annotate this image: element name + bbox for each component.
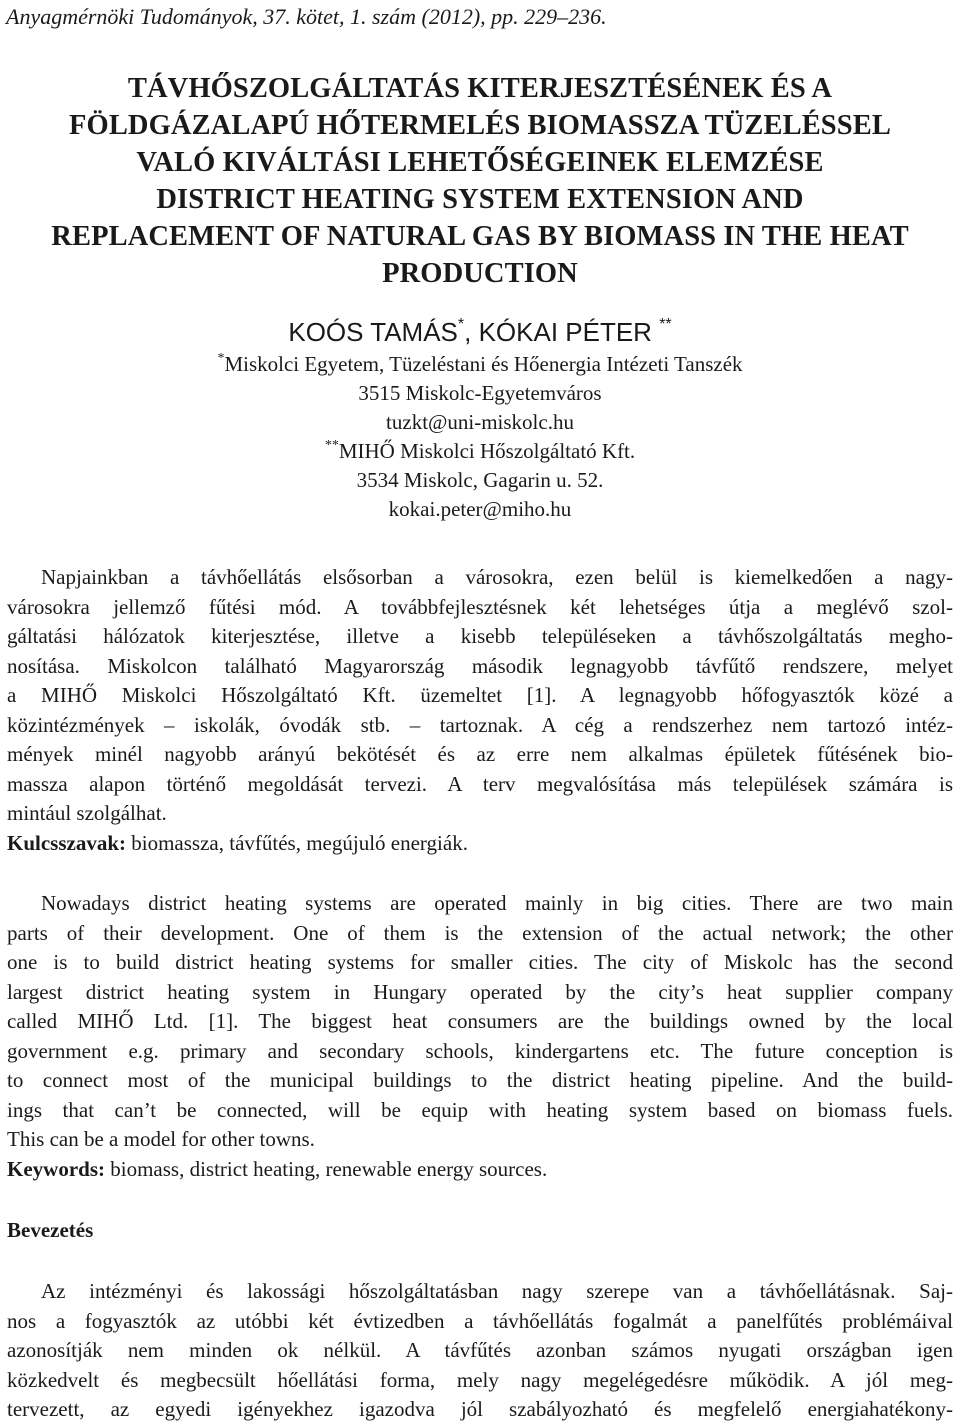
text-line: ings that can’t be connected, will be equip with heating system based on biomass fuels. <box>7 1097 953 1122</box>
affiliation-address: 3534 Miskolc, Gagarin u. 52. <box>356 468 604 492</box>
author-separator: , <box>464 317 479 347</box>
text-line: városokra jellemző fűtési mód. A továbbfejlesztésnek két lehetséges útja a meglévő szol- <box>7 594 953 619</box>
author-name: KOÓS TAMÁS <box>288 317 458 347</box>
text-line: gáltatási hálózatok kiterjesztése, illetve a kisebb településeken a távhőszolgáltatás meghо- <box>7 624 953 648</box>
text-line: Az intézményi és lakossági hőszolgáltatásban nagy szerepe van a távhőellátásnak. Saj- <box>41 1279 953 1303</box>
affiliation-email: tuzkt@uni-miskolc.hu <box>386 410 574 434</box>
text-line: to connect most of the municipal buildings to the district heating pipeline. And the build- <box>7 1068 953 1092</box>
text-line: közintézmények – iskolák, óvodák stb. – tartoznak. A cég a rendszerhez nem tartozó intéz- <box>7 712 953 737</box>
abstract-english <box>7 889 953 1184</box>
authors-line <box>0 314 960 350</box>
institute-name: Miskolci Egyetem, Tüzeléstani és Hőenergia Intézeti Tanszék <box>224 352 743 376</box>
intro-paragraph <box>7 1277 953 1425</box>
text-line: közkedvelt és megbecsült hőellátási forma, mely nagy megelégedésre működik. A jól meg- <box>7 1367 953 1392</box>
keywords-text: biomassza, távfűtés, megújuló energiák. <box>126 830 468 855</box>
affiliation-mark: ** <box>324 438 339 453</box>
affiliation-email: kokai.peter@miho.hu <box>388 497 572 521</box>
title-line: FÖLDGÁZALAPÚ HŐTERMELÉS BIOMASSZA TÜZELÉSSEL <box>69 110 891 141</box>
text-line: azonosítják nem minden ok nélkül. A távfűtés azonban számos nyugati országban igen <box>7 1338 953 1362</box>
text-line: parts of their development. One of them is the extension of the actual network; the other <box>7 920 953 945</box>
keywords-label: Keywords: <box>7 1156 105 1181</box>
keywords-label: Kulcsszavak: <box>7 830 127 855</box>
text-line: nos a fogyasztók az utóbbi két évtizedben a távhőellátás fogalmát a panelfűtés problémáival <box>7 1308 953 1333</box>
title-line: TÁVHŐSZOLGÁLTATÁS KITERJESZTÉSÉNEK ÉS A <box>127 73 833 104</box>
text-line: Napjainkban a távhőellátás elsősorban a városokra, ezen belül is kiemelkedően a nagy- <box>41 565 953 589</box>
author-mark: ** <box>659 316 672 333</box>
keywords-line <box>7 829 953 859</box>
title-line: PRODUCTION <box>382 258 578 289</box>
text-line: mények minél nagyobb arányú bekötését és az erre nem alkalmas épületek fűtésének bio- <box>7 742 953 766</box>
authors-affiliations <box>0 314 960 524</box>
paper-title <box>0 70 960 292</box>
text-line: called MIHŐ Ltd. [1]. The biggest heat consumers are the buildings owned by the local <box>7 1009 953 1033</box>
affiliation-institute <box>0 350 960 379</box>
title-line: REPLACEMENT OF NATURAL GAS BY BIOMASS IN THE HEAT <box>51 221 909 252</box>
text-line: Nowadays district heating systems are operated mainly in big cities. There are two main <box>41 891 953 915</box>
institute-name: MIHŐ Miskolci Hőszolgáltató Kft. <box>338 439 636 463</box>
text-line: one is to build district heating systems for smaller cities. The city of Miskolc has the second <box>7 950 953 974</box>
text-line: tervezett, az egyedi igényekhez igazodva jól szabályozható és megfelelő energiahatékony- <box>7 1397 953 1421</box>
keywords-line <box>7 1155 953 1185</box>
journal-header: Anyagmérnöki Tudományok, 37. kötet, 1. szám (2012), pp. 229–236. <box>6 4 607 29</box>
affiliation-address: 3515 Miskolc-Egyetemváros <box>358 381 602 405</box>
author-mark: * <box>457 316 465 333</box>
affiliation-institute <box>0 437 960 466</box>
text-line: massza alapon történő megoldását tervezi. A terv megvalósítása más települések számára is <box>7 771 953 796</box>
text-line: This can be a model for other towns. <box>7 1127 315 1151</box>
title-line: DISTRICT HEATING SYSTEM EXTENSION AND <box>156 184 804 215</box>
author-name: KÓKAI PÉTER <box>478 317 660 347</box>
text-line: a MIHŐ Miskolci Hőszolgáltató Kft. üzemeltet [1]. A legnagyobb hőfogyasztók közé a <box>7 683 953 707</box>
text-line: mintául szolgálhat. <box>7 801 167 825</box>
text-line: largest district heating system in Hungary operated by the city’s heat supplier company <box>7 979 953 1004</box>
text-line: nosítása. Miskolcon található Magyarország második legnagyobb távfűtő rendszere, melyet <box>7 653 953 678</box>
text-line: government e.g. primary and secondary schools, kindergartens etc. The future conception is <box>7 1038 953 1063</box>
title-line: VALÓ KIVÁLTÁSI LEHETŐSÉGEINEK ELEMZÉSE <box>136 147 824 178</box>
affiliation-mark: * <box>217 351 225 366</box>
keywords-text: biomass, district heating, renewable energy sources. <box>105 1156 548 1181</box>
abstract-hungarian <box>7 563 953 858</box>
section-heading: Bevezetés <box>7 1218 94 1242</box>
